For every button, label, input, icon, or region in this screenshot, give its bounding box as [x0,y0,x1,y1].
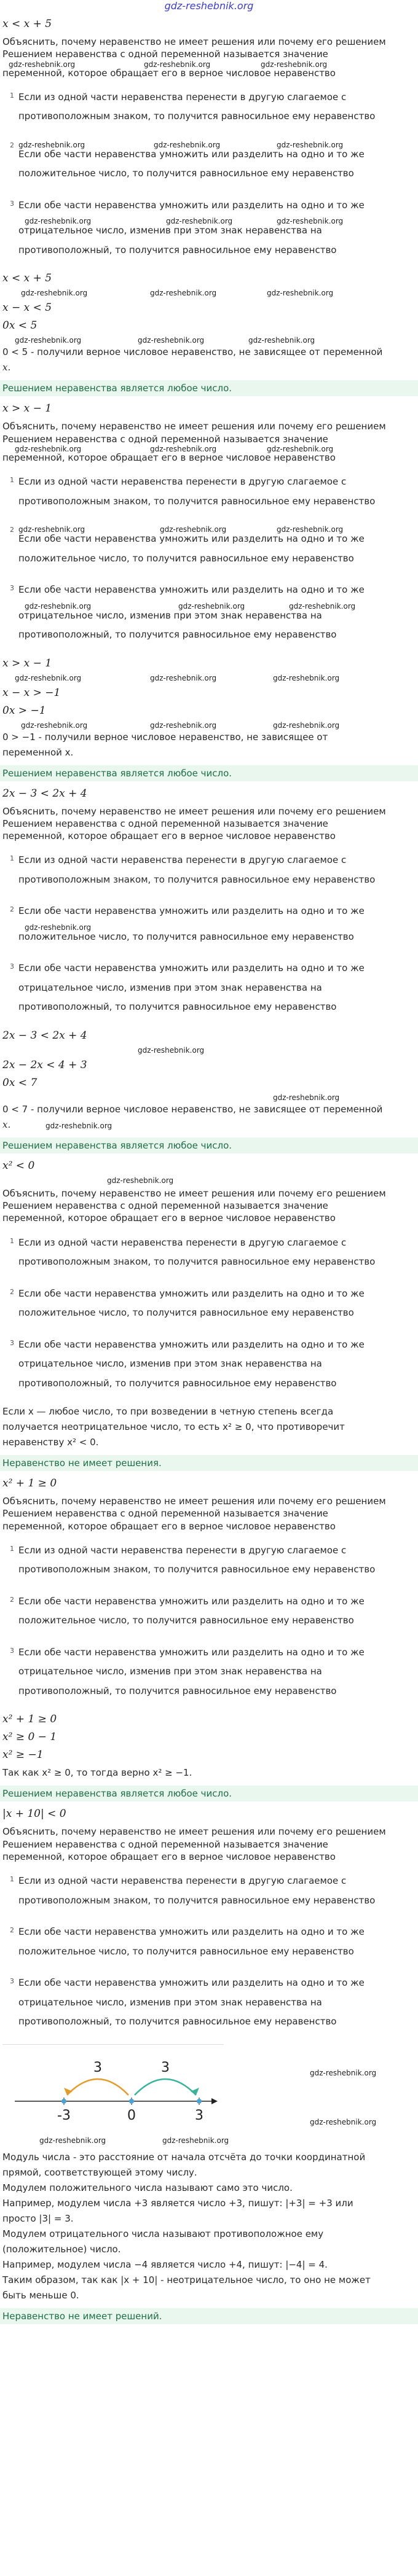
conclusion: 0 < 7 - получили верное числовое неравенство, не зависящее от переменной [2,1103,383,1115]
list-item: 2 Если обе части неравенства умножить или разделить на одно и то же положительное число, то получится равносильное ему неравенство [10,1287,365,1318]
number-line [2,2045,224,2137]
section-2: x > x − 1 Объяснить, почему неравенство не имеет решения или почему его решением Решением неравенства с одной переменной называется значение gdz-reshebnik.org gdz-reshebnik.org gdz-reshebnik.org переменной, которое обращает его в верное числовое неравенство 1 Если из одной части неравенства перенести в другую слагаемое с противоположным знаком, то получится равносильное ему неравенство 2 gdz-reshebnik.org gdz-reshebnik.org gdz-reshebnik.org Если обе части неравенства умножить или разделить на одно и то же положительное число, то получится равносильное ему неравенство 3 Если обе части неравенства умножить или разделить на одно и то же gdz-reshebnik.org gdz-reshebnik.org gdz-reshebnik.org отрицательное число, изменив при этом знак неравенства на противоположный, то получится равносильное ему неравенство x > x − 1 gdz-reshebnik.org gdz-reshebnik.org gdz-reshebnik.org x − x > −1 0x > −1 gdz-reshebnik.org gdz-reshebnik.org gdz-reshebnik.org 0 > −1 - получили верное числовое неравенство, не зависящее от переменной x. Решением неравенства является любое число. [2,402,416,781]
intro-text: Объяснить, почему неравенство не имеет решения или почему его решением Решением неравенства с одной переменной называется значение gdz-reshebnik.org gdz-reshebnik.org gdz-reshebnik.org переменной, которое обращает его в верное числовое неравенство [2,36,416,79]
step-math: 0x < 5 [2,319,37,332]
number-line-figure: 3 3 -3 0 3 gdz-reshebnik.org gdz-reshebnik.org gdz-reshebnik.org gdz-reshebnik.org [2,2044,416,2149]
list-item: 2 Если обе части неравенства умножить или разделить на одно и то же gdz-reshebnik.org положительное число, то получится равносильное ему неравенство [10,905,365,942]
list-item: 3 Если обе части неравенства умножить или разделить на одно и то же отрицательное число, изменив при этом знак неравенства на противоположный, то получится равносильное ему неравенство [10,1977,365,2027]
section-6 [2,1808,416,2324]
conclusion: 0 > −1 - получили верное числовое неравенство, не зависящее от [2,731,328,743]
step-math: 0x < 7 [2,1076,37,1089]
answer-banner: Неравенство не имеет решений. [0,2308,418,2324]
list-item: 3 Если обе части неравенства умножить или разделить на одно и то же отрицательное число, изменив при этом знак неравенства на противоположный, то получится равносильное ему неравенство [10,1646,365,1696]
steps-list [2,88,416,260]
explanation-line: Если x — любое число, то при возведении в четную степень всегда [2,1406,334,1417]
step-math: 0x > −1 [2,704,46,717]
step-math: x > x − 1 [2,657,52,669]
variable: x. [2,362,11,373]
answer-banner: Решением неравенства является любое число. [0,1138,418,1153]
tick-label: -3 [57,2107,71,2123]
step-math: x² ≥ −1 [2,1749,44,1762]
arc-right [135,2079,196,2095]
inequality: |x + 10| < 0 [2,1808,66,1821]
intro-text: Объяснить, почему неравенство не имеет решения или почему его решением Решением неравенства с одной переменной называется значение gdz-reshebnik.org gdz-reshebnik.org gdz-reshebnik.org переменной, которое обращает его в верное числовое неравенство [2,421,386,463]
intro-text: Объяснить, почему неравенство не имеет решения или почему его решением Решением неравенства с одной переменной называется значение переменной, которое обращает его в верное числовое неравенство [2,1187,386,1224]
tick-label: 3 [195,2107,203,2123]
example-line: Например, модулем числа +3 является число +3, пишут: |+3| = +3 или [2,2197,353,2209]
arc-left [67,2079,128,2095]
conclusion: Таким образом, так как |x + 10| - неотрицательное число, то оно не может [2,2274,371,2285]
arc-left-head [64,2088,73,2095]
list-item: 3 Если обе части неравенства умножить или разделить на одно и то же отрицательное число, изменив при этом знак неравенства на противоположный, то получится равносильное ему неравенство [10,962,365,1013]
list-item: 3 Если обе части неравенства умножить или разделить на одно и то же отрицательное число, изменив при этом знак неравенства на противоположный, то получится равносильное ему неравенство [10,1338,365,1389]
list-item: 3 Если обе части неравенства умножить или разделить на одно и то же gdz-reshebnik.org gdz-reshebnik.org gdz-reshebnik.org отрицательное число, изменив при этом знак неравенства на противоположный, то получится равносильное ему неравенство [10,584,365,640]
tick-label: 0 [127,2107,136,2123]
definition-line: Модулем положительного числа называют само это число. [2,2182,293,2193]
conclusion: 0 < 5 - получили верное числовое неравенство, не зависящее от переменной [2,346,383,358]
point [197,2099,202,2104]
inequality: x² + 1 ≥ 0 [2,1477,57,1489]
steps-list [2,851,416,1017]
site-logo[interactable]: gdz-reshebnik.org [164,0,254,12]
page-header [2,0,416,12]
definition-line: (положительное) число. [2,2243,121,2255]
steps-list [2,472,416,645]
variable: x. [2,1118,11,1130]
list-item: 3 Если обе части неравенства умножить или разделить на одно и то же gdz-reshebnik.org gdz-reshebnik.org gdz-reshebnik.org отрицательное число, изменив при этом знак неравенства на противоположный, то получится равносильное ему неравенство [10,199,365,256]
point [129,2099,134,2104]
inequality: x > x − 1 [2,402,52,415]
steps-list [2,1872,416,2032]
section-4: x² < 0 gdz-reshebnik.org Объяснить, почему неравенство не имеет решения или почему его решением Решением неравенства с одной переменной называется значение переменной, которое обращает его в верное числовое неравенство 1 Если из одной части неравенства перенести в другую слагаемое с противоположным знаком, то получится равносильное ему неравенство 2 Если обе части неравенства умножить или разделить на одно и то же положительное число, то получится равносильное ему неравенство 3 Если обе части неравенства умножить или разделить на одно и то же отрицательное число, изменив при этом знак неравенства на противоположный, то получится равносильное ему неравенство Если x — любое число, то при возведении в четную степень всегда получается неотрицательное число, то есть x² ≥ 0, что противоречит неравенству x² < 0. Неравенство не имеет решения. [2,1160,416,1471]
list-item: 1 Если из одной части неравенства перенести в другую слагаемое с противоположным знаком, то получится равносильное ему неравенство [10,854,376,885]
answer-banner: Решением неравенства является любое число. [0,380,418,396]
list-item: 1 Если из одной части неравенства перенести в другую слагаемое с противоположным знаком, то получится равносильное ему неравенство [10,1544,376,1575]
step-math: x < x + 5 [2,272,52,285]
list-item: 1 Если из одной части неравенства перенести в другую слагаемое с противоположным знаком, то получится равносильное ему неравенство [10,1875,376,1906]
step-math: 2x − 2x < 4 + 3 [2,1058,87,1071]
axis-arrow [211,2098,218,2104]
intro-text: Объяснить, почему неравенство не имеет решения или почему его решением Решением неравенства с одной переменной называется значение переменной, которое обращает его в верное числовое неравенство [2,805,386,841]
example-line: просто |3| = 3. [2,2212,74,2224]
definition-line: Модуль числа - это расстояние от начала отсчёта до точки координатной [2,2151,366,2163]
inequality: x² < 0 [2,1159,35,1172]
step-math: x − x > −1 [2,686,61,699]
inequality: x < x + 5 [2,18,52,30]
step-math: x − x < 5 [2,302,52,314]
watermark-row: gdz-reshebnik.org gdz-reshebnik.org gdz-reshebnik.org [9,60,328,69]
step-math: x² + 1 ≥ 0 [2,1713,57,1726]
step-math: 2x − 3 < 2x + 4 [2,1029,87,1042]
list-item: 2 gdz-reshebnik.org gdz-reshebnik.org gdz-reshebnik.org Если обе части неравенства умножить или разделить на одно и то же положительное число, то получится равносильное ему неравенство [10,525,365,564]
conclusion: быть меньше 0. [2,2289,79,2301]
steps-list [2,1233,416,1394]
steps-list [2,1541,416,1701]
explanation-line: неравенству x² < 0. [2,1437,99,1448]
arc-right-head [191,2088,199,2095]
answer-banner: Решением неравенства является любое число. [0,765,418,781]
arc-left-label: 3 [93,2059,102,2075]
list-item: 1 Если из одной части неравенства перенести в другую слагаемое с противоположным знаком, то получится равносильное ему неравенство [10,1236,376,1267]
point [61,2099,66,2104]
list-item: 2 gdz-reshebnik.org gdz-reshebnik.org gdz-reshebnik.org Если обе части неравенства умножить или разделить на одно и то же положительное число, то получится равносильное ему неравенство [10,140,365,179]
intro-text: Объяснить, почему неравенство не имеет решения или почему его решением Решением неравенства с одной переменной называется значение переменной, которое обращает его в верное числовое неравенство [2,1826,386,1862]
section-5 [2,1477,416,1801]
definition-line: Модулем отрицательного числа называют противоположное ему [2,2228,324,2239]
arc-right-label: 3 [161,2059,170,2075]
explanation-line: получается неотрицательное число, то есть x² ≥ 0, что противоречит [2,1421,345,1432]
list-item: 1 Если из одной части неравенства перенести в другую слагаемое с противоположным знаком, то получится равносильное ему неравенство [10,91,376,122]
section-3: 2x − 3 < 2x + 4 Объяснить, почему неравенство не имеет решения или почему его решением Решением неравенства с одной переменной называется значение переменной, которое обращает его в верное числовое неравенство 1 Если из одной части неравенства перенести в другую слагаемое с противоположным знаком, то получится равносильное ему неравенство 2 Если обе части неравенства умножить или разделить на одно и то же gdz-reshebnik.org положительное число, то получится равносильное ему неравенство 3 Если обе части неравенства умножить или разделить на одно и то же отрицательное число, изменив при этом знак неравенства на противоположный, то получится равносильное ему неравенство 2x − 3 < 2x + 4 gdz-reshebnik.org 2x − 2x < 4 + 3 0x < 7 gdz-reshebnik.org 0 < 7 - получили верное числовое неравенство, не зависящее от переменной x. gdz-reshebnik.org Решением неравенства является любое число. [2,787,416,1153]
list-item: 2 Если обе части неравенства умножить или разделить на одно и то же положительное число, то получится равносильное ему неравенство [10,1595,365,1626]
definition-line: прямой, соответствующей этому числу. [2,2166,197,2178]
step-math: x² ≥ 0 − 1 [2,1731,57,1744]
example-line: Например, модулем числа −4 является число +4, пишут: |−4| = 4. [2,2258,328,2270]
answer-banner: Неравенство не имеет решения. [0,1455,418,1471]
inequality: 2x − 3 < 2x + 4 [2,787,87,800]
list-item: 2 Если обе части неравенства умножить или разделить на одно и то же положительное число, то получится равносильное ему неравенство [10,1926,365,1957]
answer-banner: Решением неравенства является любое число. [0,1786,418,1801]
section-1: x < x + 5 Объяснить, почему неравенство не имеет решения или почему его решением Решением неравенства с одной переменной называется значение gdz-reshebnik.org gdz-reshebnik.org gdz-reshebnik.org переменной, которое обращает его в верное числовое неравенство 1 Если из одной части неравенства перенести в другую слагаемое с противоположным знаком, то получится равносильное ему неравенство 2 gdz-reshebnik.org gdz-reshebnik.org gdz-reshebnik.org Если обе части неравенства умножить или разделить на одно и то же положительное число, то получится равносильное ему неравенство 3 Если обе части неравенства умножить или разделить на одно и то же gdz-reshebnik.org gdz-reshebnik.org gdz-reshebnik.org отрицательное число, изменив при этом знак неравенства на противоположный, то получится равносильное ему неравенство x < x + 5 gdz-reshebnik.org gdz-reshebnik.org gdz-reshebnik.org x − x < 5 0x < 5 gdz-reshebnik.org gdz-reshebnik.org gdz-reshebnik.org 0 < 5 - получили верное числовое неравенство, не зависящее от переменной x. Решением неравенства является любое число. [2,18,416,396]
variable: переменной x. [2,746,74,758]
intro-text: Объяснить, почему неравенство не имеет решения или почему его решением Решением неравенства с одной переменной называется значение переменной, которое обращает его в верное числовое неравенство [2,1496,386,1532]
list-item: 1 Если из одной части неравенства перенести в другую слагаемое с противоположным знаком, то получится равносильное ему неравенство [10,476,376,507]
explanation-line: Так как x² ≥ 0, то тогда верно x² ≥ −1. [2,1767,192,1779]
